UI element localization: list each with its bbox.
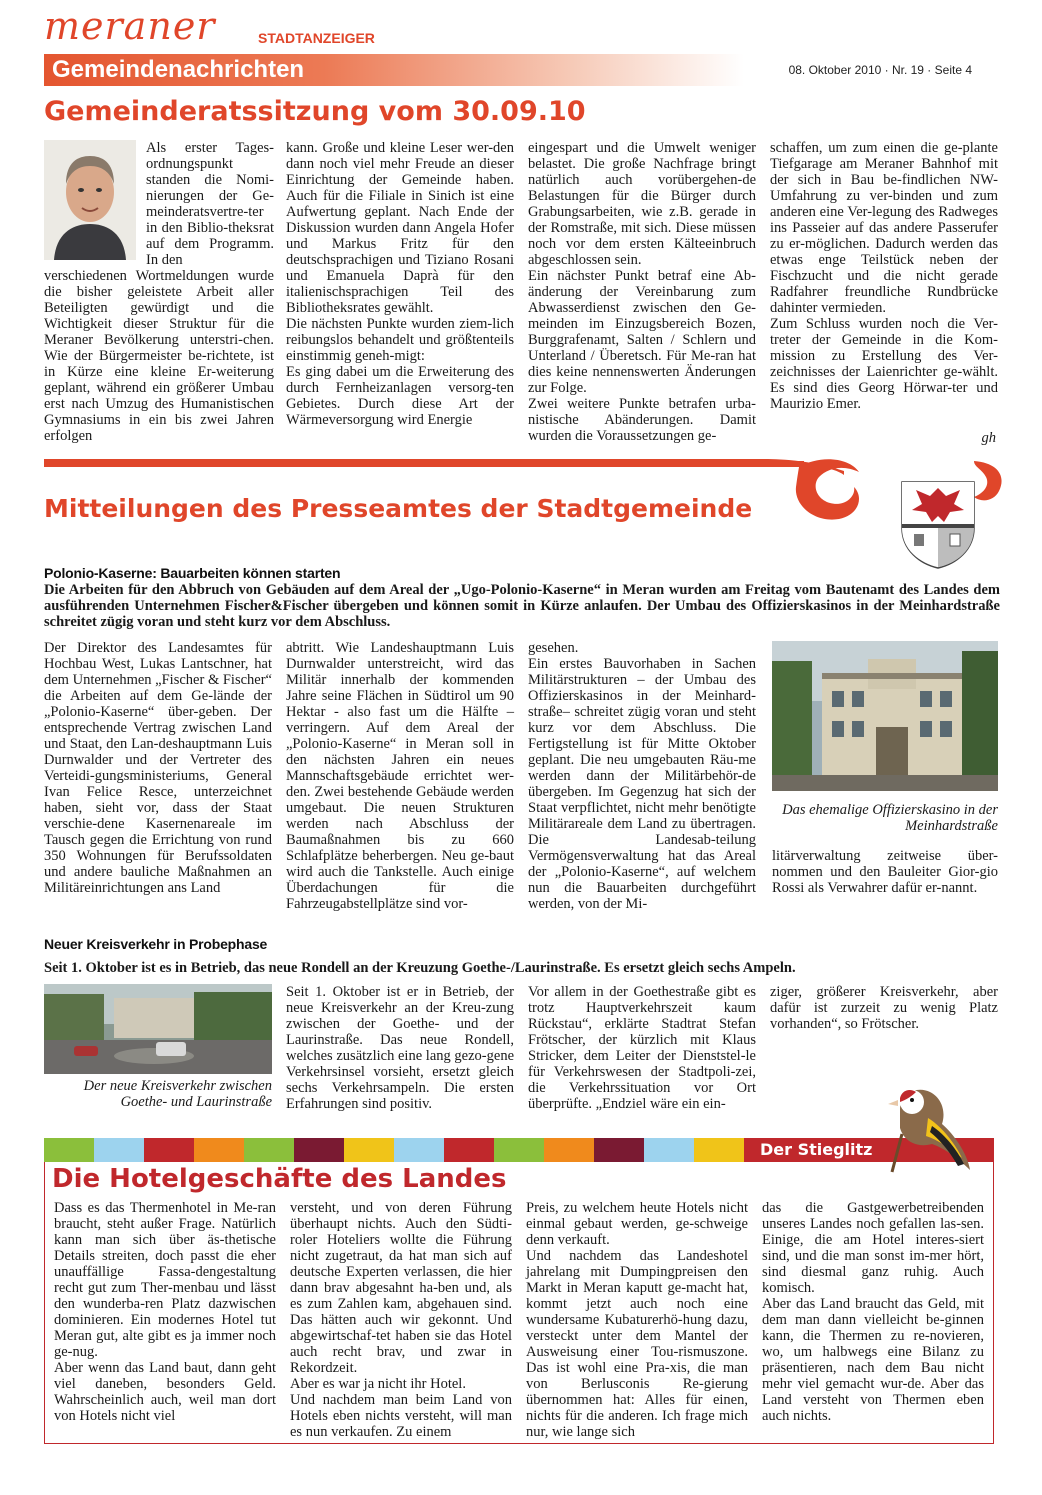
kreisverkehr-col4: ziger, größerer Kreisverkehr, aber dafür ist zurzeit zu wenig Platz vorhanden“, so Frötscher. — [770, 984, 998, 1032]
kreisverkehr-heading: Neuer Kreisverkehr in Probephase — [44, 936, 268, 952]
section-title: Gemeindenachrichten — [52, 56, 305, 83]
polonio-col1: Der Direktor des Landesamtes für Hochbau West, Lukas Lantschner, hat dem Unternehmen „Fischer & Fischer“ die Arbeiten auf dem Ge-lände der „Polonio-Kaserne“ über-geben. Der entsprechende Vertrag zwischen Land und Staat, den Lan-deshauptmann Luis Durnwalder und der Vertreter des Verteidi-gungsministeriums, General Ivan Felice Resce, unterzeichnet haben, sieht vor, dass der Staat verschie-dene Kasernenareale im Tausch gegen die Errichtung von rund 350 Wohnungen für Berufssoldaten und andere bauliche Maßnahmen an Militäreinrichtungen ans Land — [44, 640, 272, 896]
kreisverkehr-caption: Der neue Kreisverkehr zwischen Goethe- und Laurinstraße — [83, 1078, 272, 1110]
portrait-photo — [44, 140, 136, 260]
offizierskasino-caption: Das ehemalige Offizierskasino in der Meinhardstraße — [782, 802, 998, 834]
stieglitz-col2: versteht, und von deren Führung überhaupt nichts. Auch den Südti-roler Hoteliers wollte die Führung nicht zugetraut, da hat man sich auf deutsche Experten verlassen, die hier dann brav abgesahnt ha-ben und, als es zum Zahlen kam, abgehauen sind. Das hätten auch wir gekonnt. Und abgewirtschaf-tet haben sie das Hotel auch recht brav, und zwar in Rekordzeit. Aber es war ja nicht ihr Hotel. Und nachdem man beim Land von Hotels eben nichts versteht, will man es nun verkaufen. Zu einem — [290, 1200, 512, 1440]
stieglitz-col1: Dass es das Thermenhotel in Me-ran braucht, steht außer Frage. Natürlich kann man sich über äs-thetische Details streiten, doch passt die eher unauffällige Fassa-dengestaltung recht gut zum Ther-menbau und lässt den wunderba-ren Platz dazwischen dominieren. Ein modernes Hotel tut Meran gut, alte gibt es ja immer noch ge-nug. Aber wenn das Land baut, dann geht viel daneben, besonders Geld. Wahrscheinlich auch, weil man dort von Hotels nicht viel — [54, 1200, 276, 1424]
masthead — [44, 4, 1004, 50]
kreisverkehr-col3: Vor allem in der Goethestraße gibt es trotz Hauptverkehrszeit kaum Rückstau“, erklärte Stadtrat Stefan Frötscher, der kürzlich mit Klaus Stricker, dem Leiter der Dienststel-le für Verkehrswesen der Stadtpoli-zei, die Verkehrssituation vor Ort überprüfte. „Endziel wäre ein ein- — [528, 984, 756, 1112]
masthead-subtitle: STADTANZEIGER — [258, 30, 375, 46]
polonio-col2: abtritt. Wie Landeshauptmann Luis Durnwalder unterstreicht, wird das Militär innerhalb der kommenden Jahre seine Flächen in Südtirol um 90 Hektar - also fast um die Hälfte – verringern. Auf dem Areal der „Polonio-Kaserne“ in Meran soll in den nächsten Jahren ein neues Mannschaftsgebäude errichtet wer-den. Zwei bestehende Gebäude werden umgebaut. Die neuen Strukturen werden nach Abschluss der Baumaßnahmen bis zu 660 Schlafplätze beherbergen. Neu ge-baut wird auch die Tankstelle. Auch einige Überdachungen für die Fahrzeugabstellplätze sind vor- — [286, 640, 514, 912]
article-signature: gh — [981, 430, 996, 446]
polonio-col3: gesehen. Ein erstes Bauvorhaben in Sachen Militärstrukturen – der Umbau des Offizierskasinos in der Meinhard-straße– schreitet zügig voran und steht kurz vor dem Abschluss. Die Fertigstellung ist für Mitte Oktober geplant. Die neu umgebauten Räu-me werden dann der Militärbehör-de übergeben. Im Gegenzug hat sich der Staat verpflichtet, nicht mehr benötigte Militärareale dem Land zu übertragen. Die Landesab-teilung Vermögensverwaltung hat das Areal der „Polonio-Kaserne“, auf welchem nun die Bauarbeiten durchgeführt werden, von der Mi- — [528, 640, 756, 912]
art1-col4: schaffen, um zum einen die ge-plante Tiefgarage am Meraner Bahnhof mit der sich in Bau be-findlichen NW-Umfahrung zu ver-binden und zum anderen eine Ver-legung des Radweges ins Passeier auf das andere Passerufer zu er-möglichen. Dadurch werden das etwas enge Teilstück neben der Fischzucht und die nicht gerade Radfahrer freundliche Rundbrücke dahinter vermieden. Zum Schluss wurden noch die Ver-treter der Gemeinde in die Kom-mission zu Erstellung des Ver-zeichnisses der Laienrichter ge-wählt. Es sind dies Georg Hörwar-ter und Maurizio Emer. — [770, 140, 998, 412]
art1-col1-top: Als erster Tages-ordnungspunkt standen die Nomi-nierungen der Ge-meinderatsvertre-ter in den Biblio-theksrat auf dem Programm. In den — [146, 140, 274, 268]
art1-col1-bottom: verschiedenen Wortmeldungen wurde die bisher geleistete Arbeit aller Beteiligten gewürdigt und die Wichtigkeit dieser Struktur für die Meraner Bevölkerung unterstri-chen. Wie der Bürgermeister be-richtete, ist in Kürze eine kleine Er-weiterung geplant, während ein größerer Umbau erst nach Umzug des Humanistischen Gymnasiums in ein bis zwei Jahren erfolgen — [44, 268, 274, 444]
polonio-col4: litärverwaltung zeitweise über-nommen und den Bauleiter Gior-gio Rossi als Verwahrer dafür er-nannt. — [772, 848, 998, 896]
coat-of-arms-icon — [898, 478, 978, 570]
offizierskasino-illustration — [772, 641, 998, 791]
stieglitz-col4: das die Gastgewerbetreibenden unseres Landes noch gefallen las-sen. Einige, die am Hotel interes-siert sind, und die man sonst im-mer hört, sind diesmal ganz ruhig. Auch komisch. Aber das Land braucht das Geld, mit dem man dann vielleicht be-ginnen kann, die Thermen zu re-novieren, wo, um halbwegs eine Bilanz zu präsentieren, nach dem Bau nicht mehr viel gemacht wur-de. Aber das Land versteht von Thermen eben auch nichts. — [762, 1200, 984, 1424]
article-title: Gemeinderatssitzung vom 30.09.10 — [44, 96, 586, 127]
offizierskasino-photo — [772, 641, 998, 791]
art1-col3: eingespart und die Umwelt weniger belastet. Die große Nachfrage bringt natürlich auch vorübergehen-de Belastungen für die Bürger durch Grabungsarbeiten, wie z.B. gerade in der Romstraße, mit sich. Diese müssen noch vor dem ersten Kälteeinbruch abgeschlossen sein. Ein nächster Punkt betraf eine Ab-änderung der Vereinbarung zum Abwasserdienst zwischen den Ge-meinden im Einzugsbereich Bozen, Burggrafenamt, Salten / Schlern und Unterland / Überetsch. Für Me-ran hat dies keine nennenswerten Änderungen zur Folge. Zwei weitere Punkte betrafen urba-nistische Abänderungen. Damit wurden die Voraussetzungen ge- — [528, 140, 756, 444]
stieglitz-label: Der Stieglitz — [760, 1140, 873, 1159]
masthead-logo: meraner — [44, 4, 216, 48]
goldfinch-icon — [872, 1078, 972, 1174]
stieglitz-col3: Preis, zu welchem heute Hotels nicht einmal gebaut werden, ge-schweige denn verkauft. Und nachdem das Landeshotel jahrelang mit Dumpingpreisen den Markt in Meran kaputt ge-macht hat, kommt jetzt auch noch eine wundersame Kubaturerhö-hung dazu, versteckt unter dem Mantel der Ausweisung einer Tou-rismuszone. Das ist wohl eine Pra-xis, die man von Berlusconis Re-gierung übernommen hat: Alles für einen, nichts für die anderen. Ich frage mich nur, wie lange sich — [526, 1200, 748, 1440]
press-section-title: Mitteilungen des Presseamtes der Stadtgemeinde — [44, 494, 753, 523]
kreisverkehr-col2: Seit 1. Oktober ist er in Betrieb, der neue Kreisverkehr an der Kreu-zung zwischen der Goethe- und der Laurinstraße. Das neue Rondell, welches zusätzlich eine lang gezo-gene Verkehrsinsel vorsieht, ersetzt gleich sechs Verkehrsampeln. Die ersten Erfahrungen sind positiv. — [286, 984, 514, 1112]
kreisverkehr-lead: Seit 1. Oktober ist es in Betrieb, das neue Rondell an der Kreuzung Goethe-/Laurinstraße. Es ersetzt gleich sechs Ampeln. — [44, 960, 796, 976]
polonio-heading: Polonio-Kaserne: Bauarbeiten können starten — [44, 565, 341, 581]
kreisverkehr-photo — [44, 984, 272, 1074]
kreisverkehr-illustration — [44, 984, 272, 1074]
polonio-lead: Die Arbeiten für den Abbruch von Gebäuden auf dem Areal der „Ugo-Polonio-Kaserne“ in Meran wurden am Freitag vom Bautenamt des Landes dem ausführenden Unternehmen Fischer&Fischer übergeben und können somit in Kürze anlaufen. Der Umbau des Offizierskasinos in der Meinhardstraße schreitet zügig voran und steht kurz vor dem Abschluss. — [44, 582, 1000, 630]
stieglitz-title: Die Hotelgeschäfte des Landes — [52, 1164, 507, 1194]
portrait-illustration — [44, 140, 136, 260]
section-bar — [44, 54, 744, 86]
dateline: 08. Oktober 2010 · Nr. 19 · Seite 4 — [788, 63, 972, 77]
art1-col2: kann. Große und kleine Leser wer-den dann noch viel mehr Freude an dieser Einrichtung der Gemeinde haben. Auch für die Filiale in Sinich ist eine Aufwertung geplant. Nach Ende der Diskussion wurden dann Angela Hofer und Markus Fritz für den deutschsprachigen und Tiziano Rosani und Emanuela Daprà für den italienischsprachigen Teil des Bibliotheksrates gewählt. Die nächsten Punkte wurden ziem-lich reibungslos behandelt und größtenteils einstimmig geneh-migt: Es ging dabei um die Erweiterung des durch Fernheizanlagen versorg-ten Gebietes. Durch diese Art der Wärmeversorgung wird Energie — [286, 140, 514, 428]
